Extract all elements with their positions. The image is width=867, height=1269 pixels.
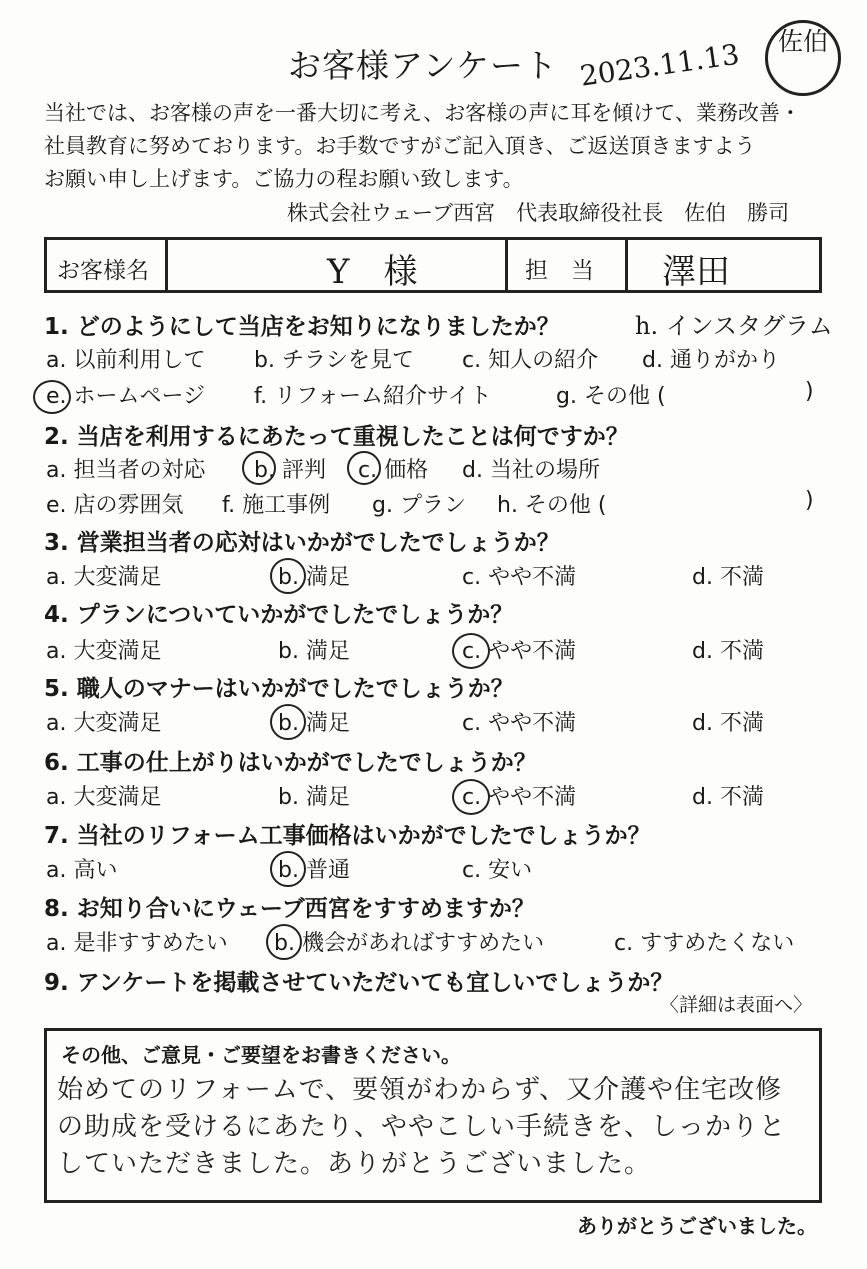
q2-option-b: b. 評判 bbox=[254, 458, 326, 483]
q4-option-a: a. 大変満足 bbox=[46, 639, 162, 664]
q1-option-a: a. 以前利用して bbox=[46, 348, 206, 373]
stamp-text: 佐伯 bbox=[777, 27, 828, 56]
question-8: 8. お知り合いにウェーブ西宮をすすめますか？ bbox=[44, 896, 535, 922]
company-signature: 株式会社ウェーブ西宮 代表取締役社長 佐伯 勝司 bbox=[287, 201, 790, 225]
answer-circle bbox=[266, 924, 302, 960]
closing-thanks: ありがとうございました。 bbox=[577, 1214, 817, 1238]
q4-option-d: d. 不満 bbox=[692, 639, 764, 664]
detail-note: 〈詳細は表面へ〉 bbox=[660, 994, 813, 1016]
survey-title: お客様アンケート bbox=[288, 46, 559, 85]
q2-option-g: g. プラン bbox=[372, 493, 466, 518]
answer-circle bbox=[452, 633, 490, 669]
q4-option-c: c. やや不満 bbox=[462, 639, 577, 664]
answer-circle bbox=[33, 380, 71, 414]
q6-option-b: b. 満足 bbox=[278, 785, 350, 810]
q3-option-b: b. 満足 bbox=[278, 565, 350, 590]
question-7: 7. 当社のリフォーム工事価格はいかがでしたでしょうか？ bbox=[44, 823, 651, 849]
q1-option-b: b. チラシを見て bbox=[254, 348, 414, 373]
q5-option-c: c. やや不満 bbox=[462, 711, 577, 736]
handwritten-date: 2023.11.13 bbox=[578, 37, 742, 93]
comment-line: の助成を受けるにあたり、ややこしい手続きを、しっかりと bbox=[57, 1112, 787, 1142]
q2-option-f: f. 施工事例 bbox=[222, 493, 331, 518]
q3-option-d: d. 不満 bbox=[692, 565, 764, 590]
answer-circle bbox=[270, 558, 306, 594]
q8-option-c: c. すすめたくない bbox=[614, 931, 795, 956]
q7-option-b: b. 普通 bbox=[278, 858, 350, 883]
customer-name-label: お客様名 bbox=[57, 258, 149, 284]
staff-value: 澤田 bbox=[662, 252, 730, 292]
answer-circle bbox=[270, 704, 306, 740]
question-2: 2. 当店を利用するにあたって重視したことは何ですか？ bbox=[44, 424, 629, 450]
q7-option-c: c. 安い bbox=[462, 858, 533, 883]
staff-label: 担 当 bbox=[525, 258, 594, 284]
q1-option-g: g. その他 ( bbox=[556, 384, 666, 409]
q3-option-c: c. やや不満 bbox=[462, 565, 577, 590]
q1-option-d: d. 通りがかり bbox=[642, 348, 780, 373]
intro-line: お願い申し上げます。ご協力の程お願い致します。 bbox=[44, 167, 524, 191]
q6-option-a: a. 大変満足 bbox=[46, 785, 162, 810]
comment-line: していただきました。ありがとうございました。 bbox=[57, 1149, 652, 1179]
comment-line: 始めてのリフォームで、要領がわからず、又介護や住宅改修 bbox=[57, 1075, 783, 1105]
q6-option-c: c. やや不満 bbox=[462, 785, 577, 810]
question-9: 9. アンケートを掲載させていただいても宜しいでしょうか？ bbox=[44, 970, 674, 996]
q5-option-a: a. 大変満足 bbox=[46, 711, 162, 736]
intro-line: 社員教育に努めております。お手数ですがご記入頂き、ご返送頂きますよう bbox=[44, 134, 756, 158]
approval-stamp bbox=[765, 20, 841, 96]
q1-option-c: c. 知人の紹介 bbox=[462, 348, 599, 373]
q7-option-a: a. 高い bbox=[46, 858, 118, 883]
q8-option-a: a. 是非すすめたい bbox=[46, 931, 228, 956]
q5-option-d: d. 不満 bbox=[692, 711, 764, 736]
question-3: 3. 営業担当者の応対はいかがでしたでしょうか？ bbox=[44, 530, 560, 556]
answer-circle bbox=[242, 451, 276, 485]
q1-option-e: e. ホームページ bbox=[46, 384, 206, 409]
answer-circle bbox=[270, 851, 306, 887]
question-1: 1. どのようにして当店をお知りになりましたか？ bbox=[44, 314, 560, 340]
answer-circle bbox=[347, 451, 381, 485]
intro-line: 当社では、お客様の声を一番大切に考え、お客様の声に耳を傾けて、業務改善・ bbox=[44, 101, 801, 125]
q1-option-g-close: ) bbox=[805, 379, 814, 404]
q2-option-a: a. 担当者の対応 bbox=[46, 458, 206, 483]
customer-info-table bbox=[44, 237, 822, 293]
q2-option-h: h. その他 ( bbox=[497, 493, 607, 518]
q3-option-a: a. 大変満足 bbox=[46, 565, 162, 590]
question-6: 6. 工事の仕上がりはいかがでしたでしょうか？ bbox=[44, 750, 537, 776]
q2-option-h-close: ) bbox=[805, 488, 814, 513]
q1-option-f: f. リフォーム紹介サイト bbox=[254, 384, 492, 409]
q4-option-b: b. 満足 bbox=[278, 639, 350, 664]
question-1-handwritten-note: h. インスタグラム bbox=[635, 312, 833, 340]
q2-option-c: c. 価格 bbox=[358, 458, 429, 483]
q2-option-e: e. 店の雰囲気 bbox=[46, 493, 184, 518]
comment-box bbox=[44, 1028, 822, 1203]
customer-name-value: Y 様 bbox=[327, 252, 418, 292]
q5-option-b: b. 満足 bbox=[278, 711, 350, 736]
question-5: 5. 職人のマナーはいかがでしたでしょうか？ bbox=[44, 676, 514, 702]
q2-option-d: d. 当社の場所 bbox=[462, 458, 600, 483]
q6-option-d: d. 不満 bbox=[692, 785, 764, 810]
q8-option-b: b. 機会があればすすめたい bbox=[274, 931, 545, 956]
answer-circle bbox=[452, 779, 490, 815]
question-4: 4. プランについていかがでしたでしょうか？ bbox=[44, 602, 514, 628]
comment-title: その他、ご意見・ご要望をお書きください。 bbox=[61, 1043, 461, 1067]
intro-text bbox=[44, 97, 834, 196]
